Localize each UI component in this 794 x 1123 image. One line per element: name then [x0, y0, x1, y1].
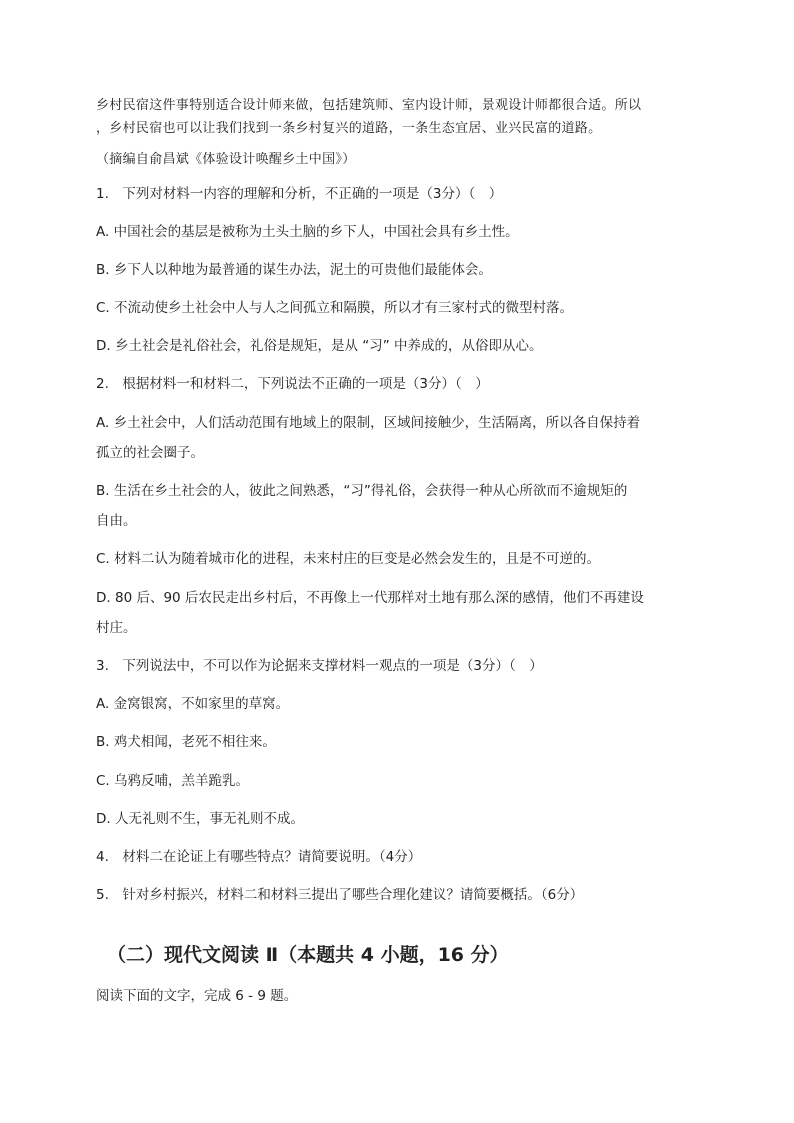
question-2-option-c: C. 材料二认为随着城市化的进程，未来村庄的巨变是必然会发生的，且是不可逆的。	[96, 551, 601, 567]
intro-line-1: 乡村民宿这件事特别适合设计师来做，包括建筑师、室内设计师，景观设计师都很合适。所以	[96, 98, 642, 113]
question-2-option-d-line-2: 村庄。	[96, 620, 137, 636]
question-1-option-d: D. 乡土社会是礼俗社会，礼俗是规矩，是从 “习” 中养成的，从俗即从心。	[96, 338, 543, 354]
question-1-option-a: A. 中国社会的基层是被称为土头土脑的乡下人，中国社会具有乡土性。	[96, 224, 519, 240]
question-2-stem: 2. 根据材料一和材料二，下列说法不正确的一项是（3分）（ ）	[96, 376, 489, 392]
question-4: 4. 材料二在论证上有哪些特点？请简要说明。（4分）	[96, 849, 422, 865]
question-1-option-b: B. 乡下人以种地为最普通的谋生办法，泥土的可贵他们最能体会。	[96, 262, 492, 278]
question-3-option-c: C. 乌鸦反哺，羔羊跪乳。	[96, 773, 250, 789]
question-1-option-c: C. 不流动使乡土社会中人与人之间孤立和隔膜，所以才有三家村式的微型村落。	[96, 300, 574, 316]
question-5: 5. 针对乡村振兴，材料二和材料三提出了哪些合理化建议？请简要概括。（6分）	[96, 887, 584, 903]
question-3-option-b: B. 鸡犬相闻，老死不相往来。	[96, 734, 276, 750]
section-instruction: 阅读下面的文字，完成 6 - 9 题。	[96, 988, 298, 1004]
question-2-option-b-line-1: B. 生活在乡土社会的人，彼此之间熟悉，“习”得礼俗，会获得一种从心所欲而不逾规矩的	[96, 483, 628, 499]
section-heading: （二）现代文阅读 Ⅱ（本题共 4 小题，16 分）	[107, 944, 509, 966]
question-3-stem: 3. 下列说法中，不可以作为论据来支撑材料一观点的一项是（3分）（ ）	[96, 658, 543, 674]
question-2-option-b-line-2: 自由。	[96, 513, 137, 529]
question-2-option-a-line-2: 孤立的社会圈子。	[96, 445, 204, 461]
intro-line-2: ，乡村民宿也可以让我们找到一条乡村复兴的道路，一条生态宜居、业兴民富的道路。	[96, 121, 602, 136]
question-3-option-d: D. 人无礼则不生，事无礼则不成。	[96, 811, 304, 827]
question-3-option-a: A. 金窝银窝，不如家里的草窝。	[96, 696, 290, 712]
question-2-option-a-line-1: A. 乡土社会中，人们活动范围有地域上的限制，区域间接触少，生活隔离，所以各自保持着	[96, 415, 641, 431]
source-citation: （摘编自俞昌斌《体验设计唤醒乡土中国》）	[96, 152, 356, 167]
question-1-stem: 1. 下列对材料一内容的理解和分析，不正确的一项是（3分）（ ）	[96, 186, 503, 202]
question-2-option-d-line-1: D. 80 后、90 后农民走出乡村后，不再像上一代那样对土地有那么深的感情，他们不再建设	[96, 590, 644, 606]
